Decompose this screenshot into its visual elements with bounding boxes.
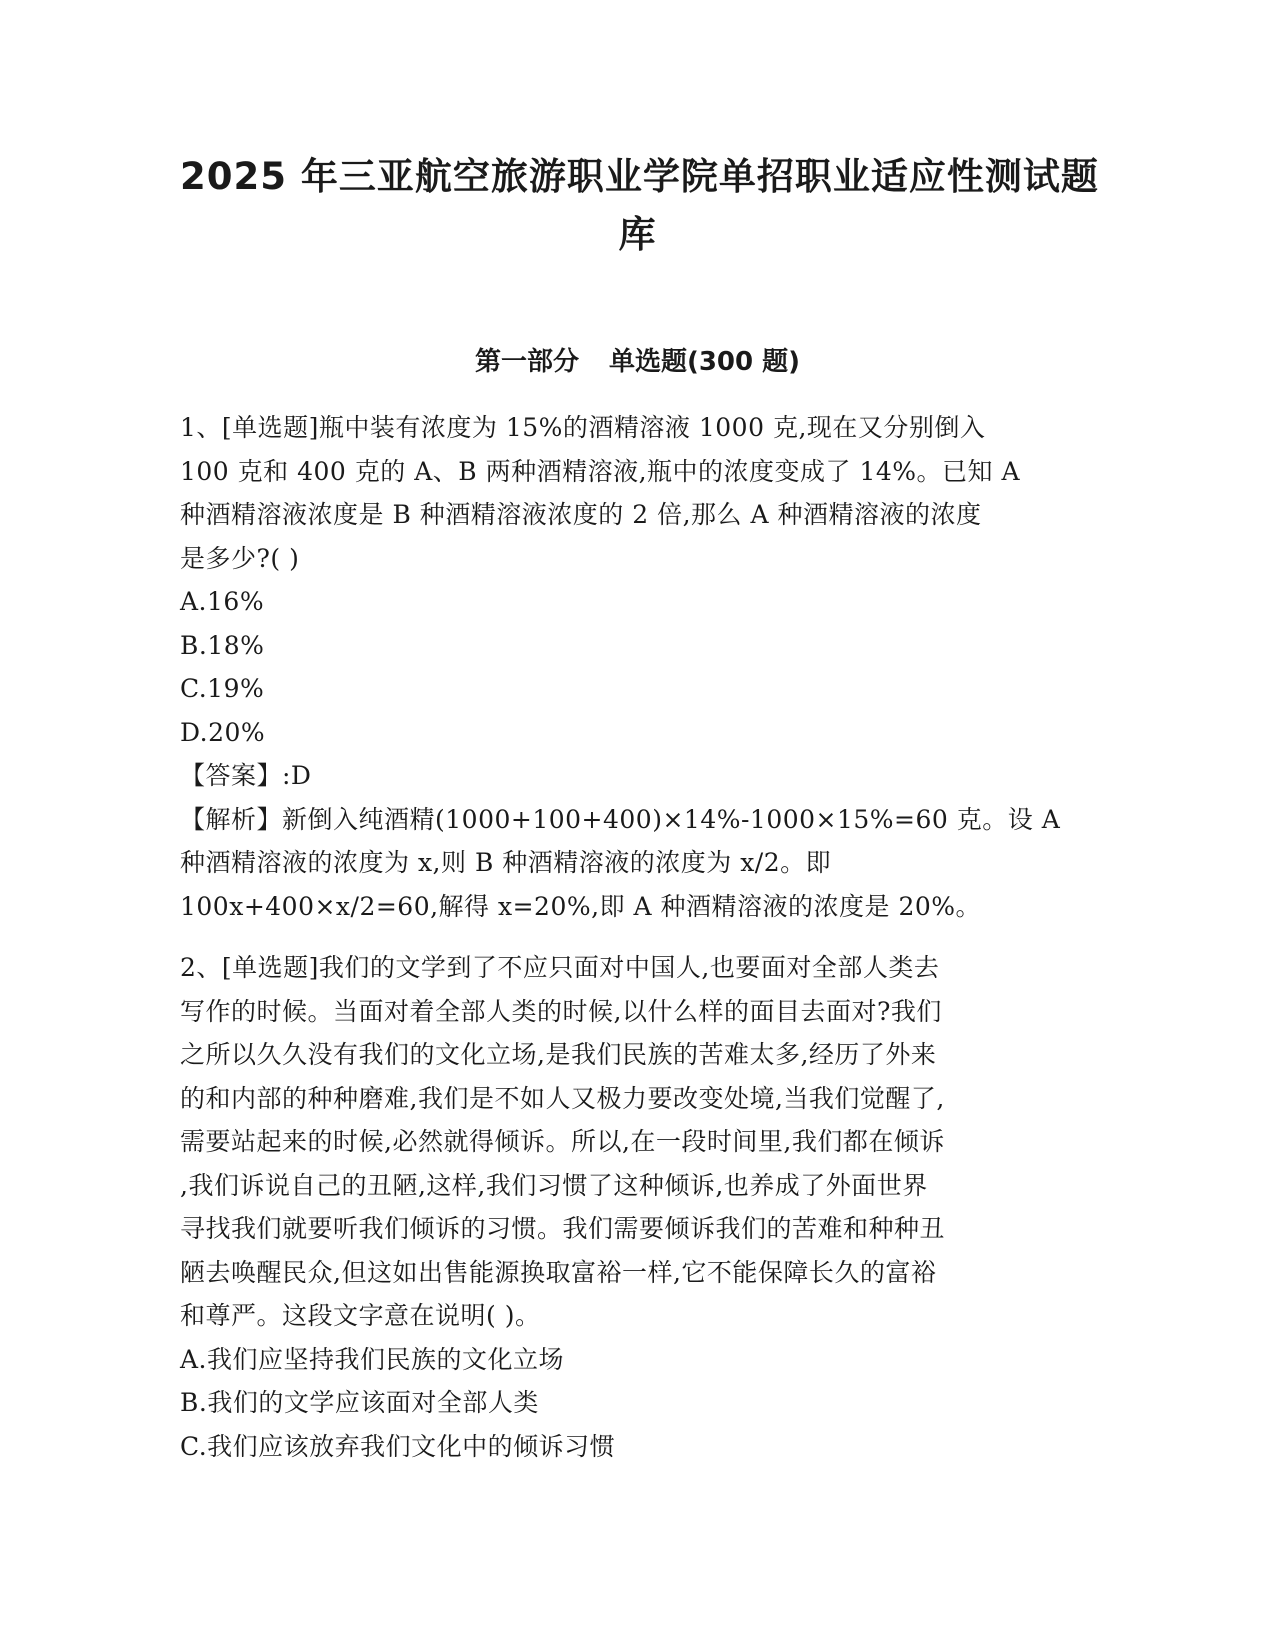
question-1-stem-line: 1、[单选题]瓶中装有浓度为 15%的酒精溶液 1000 克,现在又分别倒入 [180,413,986,442]
question-2 [180,946,1085,1468]
question-1-analysis-line: 【解析】新倒入纯酒精(1000+100+400)×14%-1000×15%=60 克。设 A [180,804,1061,834]
question-1-stem-line: 种酒精溶液浓度是 B 种酒精溶液浓度的 2 倍,那么 A 种酒精溶液的浓度 [180,500,982,529]
question-2-stem-line: 陋去唤醒民众,但这如出售能源换取富裕一样,它不能保障长久的富裕 [180,1257,937,1287]
question-2-option-a: A.我们应坚持我们民族的文化立场 [180,1344,565,1374]
question-2-stem-line: 之所以久久没有我们的文化立场,是我们民族的苦难太多,经历了外来 [180,1040,937,1069]
section-heading-part: 第一部分 [474,347,579,377]
question-1-answer: 【答案】:D [180,761,312,790]
question-1-analysis-line: 种酒精溶液的浓度为 x,则 B 种酒精溶液的浓度为 x/2。即 [180,848,832,877]
section-heading [180,344,1095,380]
question-1-analysis [180,798,1085,929]
question-1-options [180,580,1085,754]
question-2-stem-line: 和尊严。这段文字意在说明( )。 [180,1301,541,1330]
question-1-option-c: C.19% [180,674,265,703]
question-2-option-c: C.我们应该放弃我们文化中的倾诉习惯 [180,1431,616,1461]
question-1-option-d: D.20% [180,717,266,747]
document-title-line-1: 2025 年三亚航空旅游职业学院单招职业适应性测试题 [180,155,1099,198]
section-heading-type: 单选题(300 题) [608,347,801,377]
question-2-stem-line: 的和内部的种种磨难,我们是不如人又极力要改变处境,当我们觉醒了, [180,1083,945,1113]
document-title [180,148,1099,264]
question-1-stem-line: 是多少?( ) [180,543,300,573]
question-2-stem [180,946,1085,1338]
question-2-options [180,1338,1085,1469]
question-1-analysis-line: 100x+400×x/2=60,解得 x=20%,即 A 种酒精溶液的浓度是 20%。 [180,891,982,921]
question-1-option-a: A.16% [180,587,265,616]
question-1-stem-line: 100 克和 400 克的 A、B 两种酒精溶液,瓶中的浓度变成了 14%。已知 A [180,456,1021,486]
question-2-option-b: B.我们的文学应该面对全部人类 [180,1388,539,1417]
question-2-stem-line: ,我们诉说自己的丑陋,这样,我们习惯了这种倾诉,也养成了外面世界 [180,1170,928,1200]
question-2-stem-line: 寻找我们就要听我们倾诉的习惯。我们需要倾诉我们的苦难和种种丑 [180,1214,946,1243]
question-2-stem-line: 需要站起来的时候,必然就得倾诉。所以,在一段时间里,我们都在倾诉 [180,1127,945,1156]
question-2-stem-line: 写作的时候。当面对着全部人类的时候,以什么样的面目去面对?我们 [180,996,942,1026]
question-1-option-b: B.18% [180,630,265,660]
question-1-stem [180,406,1085,580]
document-title-line-2: 库 [618,213,657,256]
question-2-stem-line: 2、[单选题]我们的文学到了不应只面对中国人,也要面对全部人类去 [180,953,940,982]
question-1 [180,406,1085,928]
